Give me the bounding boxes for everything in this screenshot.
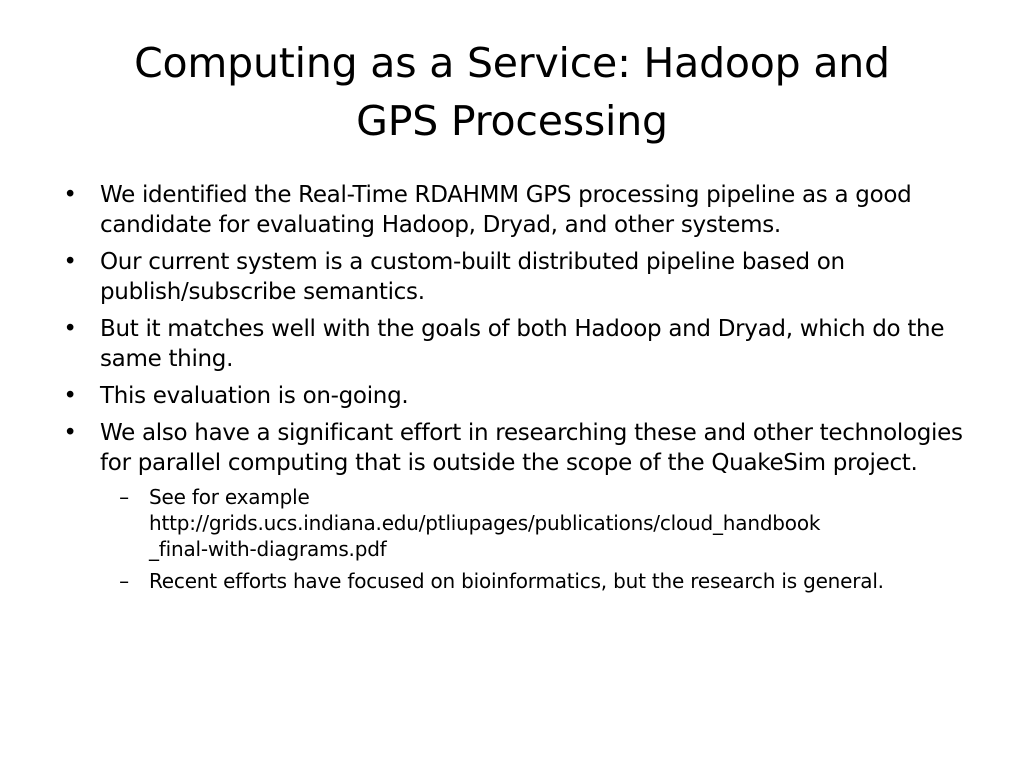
bullet-list xyxy=(58,180,988,601)
bullet-text: Our current system is a custom-built distributed pipeline based on publish/subscribe semantics. xyxy=(100,249,845,305)
bullet-item-5 xyxy=(58,418,988,594)
bullet-marker: • xyxy=(63,182,77,208)
url-text-line-1[interactable]: http://grids.ucs.indiana.edu/ptliupages/publications/cloud_handbook xyxy=(149,511,821,535)
bullet-text: We identified the Real-Time RDAHMM GPS processing pipeline as a good candidate for evaluating Hadoop, Dryad, and other systems. xyxy=(100,182,912,238)
slide-title-line-2: GPS Processing xyxy=(356,97,668,145)
sub-bullet-text: See for example xyxy=(149,485,310,509)
bullet-marker: • xyxy=(63,316,77,342)
bullet-marker: • xyxy=(63,383,77,409)
sub-bullet-item-2 xyxy=(104,568,988,594)
bullet-item-3 xyxy=(58,314,988,374)
bullet-marker: • xyxy=(63,249,77,275)
bullet-text: This evaluation is on-going. xyxy=(100,383,409,409)
sub-bullet-marker: – xyxy=(119,569,129,593)
bullet-item-2 xyxy=(58,247,988,307)
sub-bullet-item-1 xyxy=(104,484,988,562)
bullet-item-1 xyxy=(58,180,988,240)
slide-title-line-1: Computing as a Service: Hadoop and xyxy=(134,39,890,87)
bullet-marker: • xyxy=(63,420,77,446)
bullet-text: We also have a significant effort in researching these and other technologies for parallel computing that is outside the scope of the QuakeSim project. xyxy=(100,420,963,476)
bullet-text: But it matches well with the goals of both Hadoop and Dryad, which do the same thing. xyxy=(100,316,945,372)
sub-bullet-text: Recent efforts have focused on bioinformatics, but the research is general. xyxy=(149,569,884,593)
bullet-item-4 xyxy=(58,381,988,411)
slide-title xyxy=(40,34,984,150)
sub-bullet-marker: – xyxy=(119,485,129,509)
url-text-line-2[interactable]: _final-with-diagrams.pdf xyxy=(149,537,387,561)
sub-bullet-list xyxy=(100,484,988,594)
